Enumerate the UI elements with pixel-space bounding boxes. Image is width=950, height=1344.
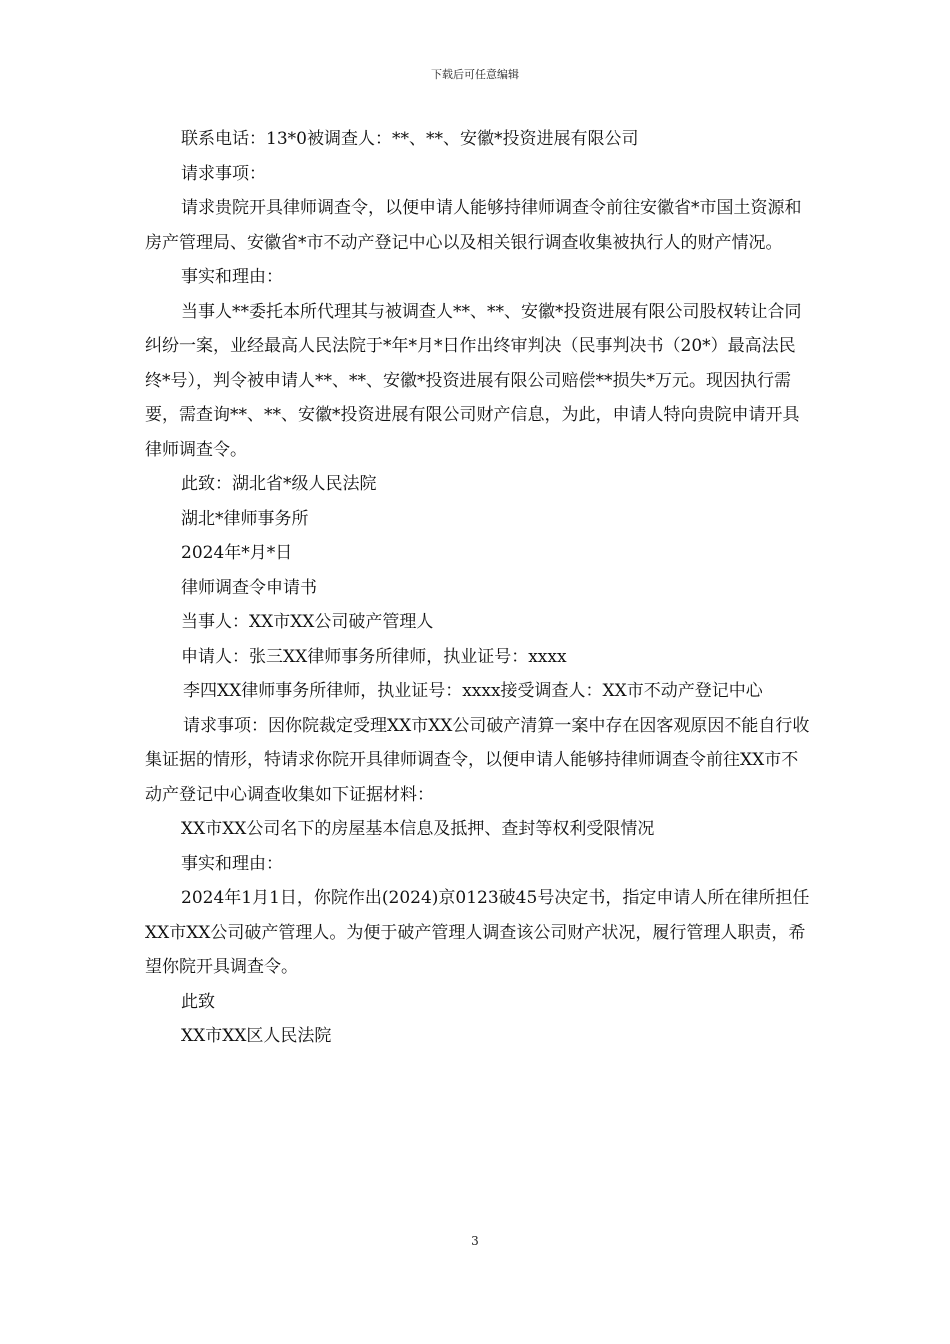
paragraph-doc-title: 律师调查令申请书	[181, 577, 317, 598]
page-header	[0, 68, 950, 82]
paragraph-facts-body-2: 2024年1月1日，你院作出(2024)京0123破45号决定书，指定申请人所在律所担任XX市XX公司破产管理人。为便于破产管理人调查该公司财产状况，履行管理人职责，希望你院开具调查令。	[145, 888, 810, 977]
paragraph-contact: 联系电话：13*0被调查人：**、**、安徽*投资进展有限公司	[181, 129, 639, 149]
page-number-text: 3	[471, 1234, 479, 1248]
document-body	[145, 122, 810, 1054]
paragraph-facts-heading-2: 事实和理由：	[181, 853, 283, 874]
paragraph-salutation: 此致：湖北省*级人民法院	[181, 474, 377, 494]
paragraph-evidence-item: XX市XX公司名下的房屋基本信息及抵押、查封等权利受限情况	[181, 819, 655, 839]
page-number	[0, 1234, 950, 1248]
paragraph-date: 2024年*月*日	[181, 543, 293, 563]
paragraph-party: 当事人：XX市XX公司破产管理人	[181, 612, 434, 632]
paragraph-facts-body: 当事人**委托本所代理其与被调查人**、**、安徽*投资进展有限公司股权转让合同纠纷一案，业经最高人民法院于*年*月*日作出终审判决（民事判决书（20*）最高法民终*号），判令被申请人**、**、安徽*投资进展有限公司赔偿**损失*万元。现因执行需要，需查询**、**、安徽*投资进展有限公司财产信息，为此，申请人特向贵院申请开具律师调查令。	[145, 301, 802, 460]
paragraph-applicant-second: 李四XX律师事务所律师，执业证号：xxxx接受调查人：XX市不动产登记中心	[183, 681, 763, 701]
paragraph-applicant: 申请人：张三XX律师事务所律师，执业证号：xxxx	[181, 646, 567, 667]
paragraph-request-body-2: 请求事项：因你院裁定受理XX市XX公司破产清算一案中存在因客观原因不能自行收集证据的情形，特请求你院开具律师调查令，以便申请人能够持律师调查令前往XX市不动产登记中心调查收集如下证据材料：	[145, 715, 810, 805]
header-text: 下载后可任意编辑	[431, 68, 519, 81]
paragraph-court: XX市XX区人民法院	[181, 1026, 332, 1046]
paragraph-request-body: 请求贵院开具律师调查令，以便申请人能够持律师调查令前往安徽省*市国土资源和房产管理局、安徽省*市不动产登记中心以及相关银行调查收集被执行人的财产情况。	[145, 198, 802, 253]
paragraph-facts-heading: 事实和理由：	[181, 267, 283, 287]
paragraph-law-firm: 湖北*律师事务所	[181, 508, 309, 529]
paragraph-request-heading: 请求事项：	[181, 163, 266, 184]
paragraph-salutation-2: 此致	[181, 991, 215, 1012]
